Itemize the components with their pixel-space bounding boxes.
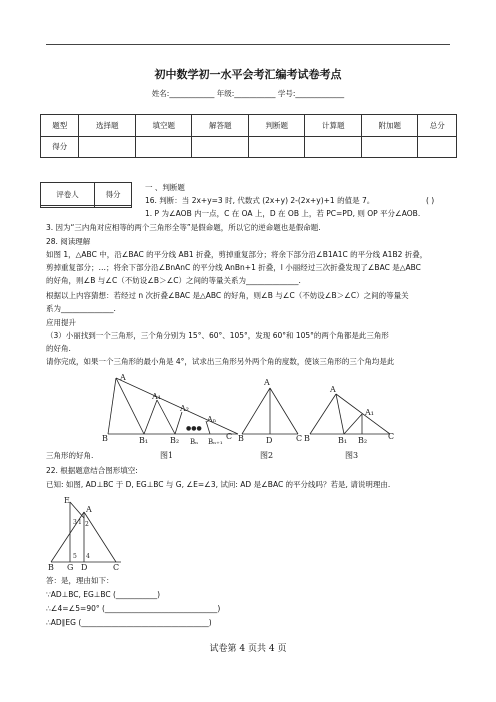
answer-bracket: ( ) xyxy=(426,196,435,205)
section-heading: 一 、判断题 xyxy=(145,183,185,192)
fig3-label-C: C xyxy=(388,432,395,441)
score-table-header-row xyxy=(41,115,457,137)
score-table-score-row xyxy=(41,136,457,158)
fig2-caption: 图2 xyxy=(260,451,274,460)
q22-label-B: B xyxy=(48,563,54,570)
score-table xyxy=(40,114,457,158)
q22-label-1: 1 xyxy=(78,519,82,526)
q22-label-D: D xyxy=(81,563,88,570)
question-22-text: 已知: 如图, AD⊥BC 于 D, EG⊥BC 与 G, ∠E=∠3, 试问: AD 是∠BAC 的平分线吗？若是, 请说明理由. xyxy=(46,480,391,489)
fig1-label-Bn1: Bₙ₊₁ xyxy=(208,438,223,446)
fig1-label-A2: A₂ xyxy=(180,404,189,413)
grader-table xyxy=(40,182,132,208)
fig1-label-An: Aₙ xyxy=(207,415,217,424)
question-28-text: 应用提升 xyxy=(46,318,76,327)
fig2-label-A: A xyxy=(264,378,270,387)
q22-label-G: G xyxy=(67,563,74,570)
q22-label-2: 2 xyxy=(85,521,89,528)
q22-label-C: C xyxy=(113,563,120,570)
score-cell xyxy=(248,136,305,158)
q22-label-5: 5 xyxy=(73,553,77,560)
fig3-label-A1: A₁ xyxy=(365,408,374,417)
score-header-cell: 计算题 xyxy=(305,115,362,137)
question-1: 1. P 为∠AOB 内一点，C 在 OA 上，D 在 OB 上，若 PC=PD, 则 OP 平分∠AOB. xyxy=(145,209,421,218)
score-header-cell: 题型 xyxy=(41,115,79,137)
score-cell xyxy=(135,136,192,158)
page-title: 初中数学初一水平会考汇编考试卷考点 xyxy=(154,68,342,81)
fig3-caption: 图3 xyxy=(345,451,359,460)
proof-step-2: ∴∠4=∠5=90° (______________________________) xyxy=(46,604,221,613)
fig1-caption: 图1 xyxy=(160,451,174,460)
student-info-line: 姓名:____________ 年级:___________ 学号:_____________ xyxy=(151,89,345,98)
question-28-text: 如图 1，△ABC 中，沿∠BAC 的平分线 AB1 折叠，剪掉重复部分；将余下部分沿∠B1A1C 的平分线 A1B2 折叠， xyxy=(46,250,428,259)
fig1-label-B2: B₂ xyxy=(170,436,180,445)
question-28-text: 剪掉重复部分；…；将余下部分沿∠BnAnC 的平分线 AnBn+1 折叠，l 小丽经过三次折叠发现了∠BAC 是△ABC xyxy=(46,263,421,272)
score-header-cell: 选择题 xyxy=(79,115,136,137)
question-16: 16. 判断：当 2x+y=3 时, 代数式 (2x+y) 2-(2x+y)+1 的值是 7。 xyxy=(145,196,375,205)
fig3-label-B: B xyxy=(304,434,310,443)
figure-row xyxy=(100,372,400,462)
score-header-cell: 判断题 xyxy=(248,115,305,137)
question-22-heading: 22. 根据题意结合图形填空: xyxy=(46,466,138,475)
score-cell xyxy=(192,136,249,158)
question-3: 3. 因为“三内角对应相等的两个三角形全等”是假命题，所以它的逆命题也是假命题. xyxy=(46,223,321,232)
grader-header-cell: 评卷人 xyxy=(41,183,95,206)
fig1-label-B: B xyxy=(102,434,108,443)
fig2-label-C: C xyxy=(296,434,303,443)
q22-label-4: 4 xyxy=(86,553,90,560)
question-28-text: 根据以上内容猜想：若经过 n 次折叠∠BAC 是△ABC 的好角，则∠B 与∠C（不妨设∠B＞∠C）之间的等量关 xyxy=(46,291,409,300)
q22-label-3: 3 xyxy=(73,519,77,526)
q22-label-E: E xyxy=(64,496,70,505)
fig3-label-B1: B₁ xyxy=(338,436,348,445)
fig1-label-C: C xyxy=(226,432,233,441)
score-cell xyxy=(361,136,418,158)
grader-cell xyxy=(41,206,95,208)
fig1-dots: ●●● xyxy=(186,425,202,432)
fig3-label-B2: B₂ xyxy=(358,436,368,445)
proof-step-1: ∵AD⊥BC, EG⊥BC (___________) xyxy=(46,590,161,599)
question-28-text: 请你完成，如果一个三角形的最小角是 4°，试求出三角形另外两个角的度数，使该三角形的三个角均是此 xyxy=(46,357,395,366)
page-footer: 试卷第 4 页共 4 页 xyxy=(209,644,287,654)
figure-2 xyxy=(242,388,298,434)
score-header-cell: 附加题 xyxy=(361,115,418,137)
score-cell xyxy=(305,136,362,158)
fig1-label-Bn: Bₙ xyxy=(190,438,199,446)
fig1-label-A: A xyxy=(120,373,126,382)
fig1-label-B1: B₁ xyxy=(139,436,149,445)
score-row-label: 得分 xyxy=(41,136,79,158)
question-28-text: 三角形的好角. xyxy=(46,451,94,460)
fig1-label-A1: A₁ xyxy=(152,392,161,401)
figure-3 xyxy=(310,394,390,434)
grader-header-cell: 得分 xyxy=(95,183,132,206)
fig2-label-B: B xyxy=(238,434,244,443)
question-28-text: 系为______________. xyxy=(46,304,116,313)
question-28-text: （3）小丽找到一个三角形，三个角分别为 15°、60°、105°，发现 60°和 105°的两个角都是此三角形 xyxy=(46,331,389,340)
score-cell xyxy=(79,136,136,158)
score-header-cell: 填空题 xyxy=(135,115,192,137)
score-cell xyxy=(418,136,457,158)
proof-step-3: ∴AD∥EG (__________________________________) xyxy=(46,618,212,627)
answer-intro: 答：是，理由如下： xyxy=(46,576,114,585)
figure-1 xyxy=(108,378,238,434)
figure-q22 xyxy=(46,494,126,570)
header-rule xyxy=(46,44,450,45)
fig3-label-A: A xyxy=(330,385,336,394)
score-header-cell: 总分 xyxy=(418,115,457,137)
question-28-heading: 28. 阅读理解 xyxy=(46,237,91,246)
grader-cell xyxy=(95,206,132,208)
question-28-text: 的好角，则∠B 与∠C（不妨设∠B＞∠C）之间的等量关系为______________. xyxy=(46,276,301,285)
score-header-cell: 解答题 xyxy=(192,115,249,137)
q22-label-A: A xyxy=(86,505,92,514)
question-28-text: 的好角. xyxy=(46,344,71,353)
fig2-label-D: D xyxy=(266,436,273,445)
